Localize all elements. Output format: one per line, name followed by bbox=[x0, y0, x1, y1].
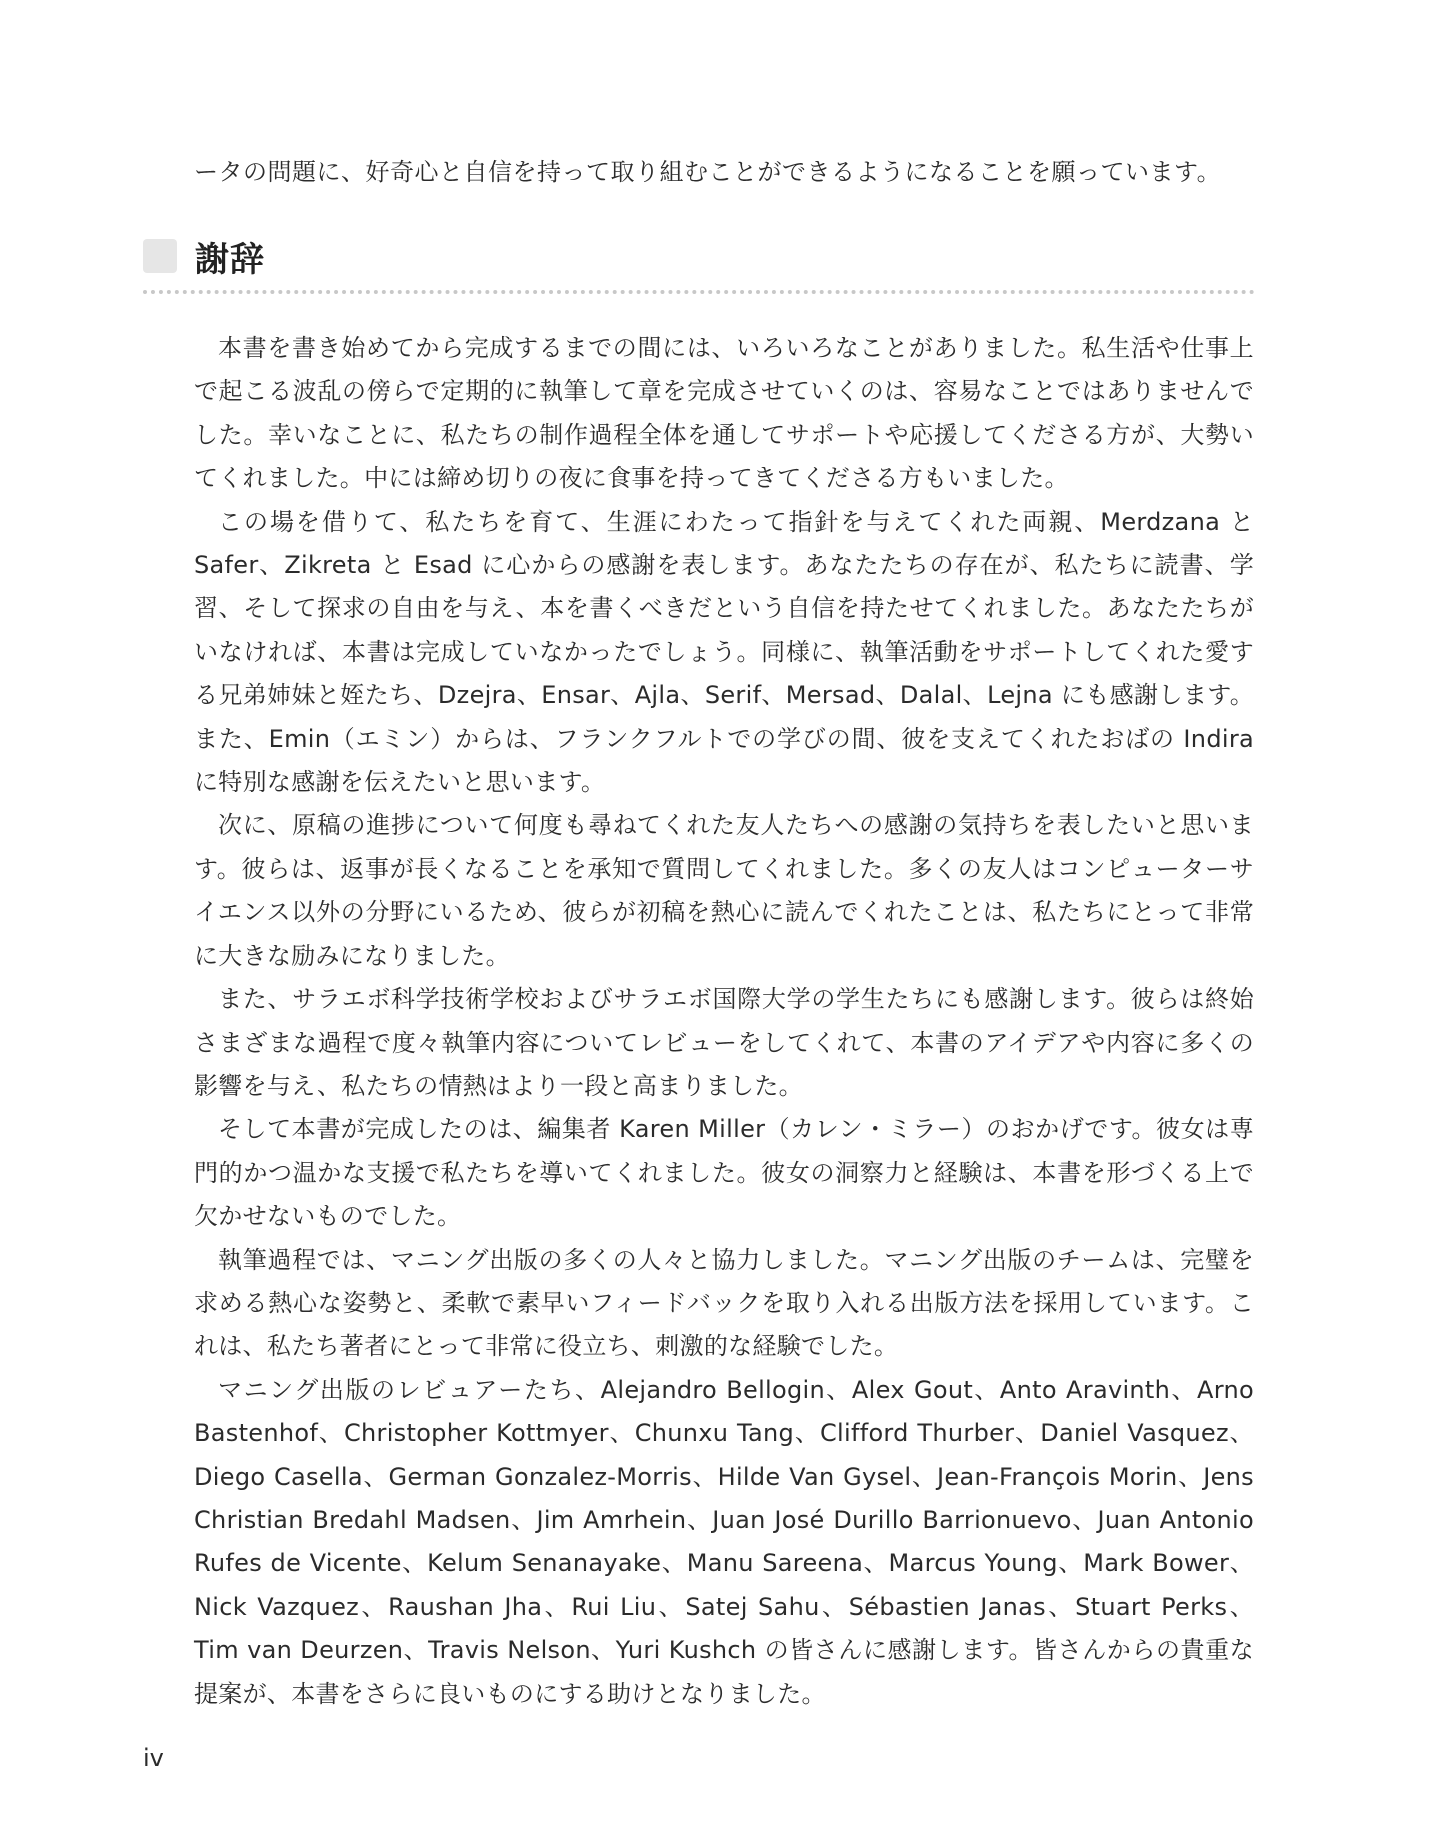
section-heading bbox=[143, 232, 265, 280]
paragraph: 執筆過程では、マニング出版の多くの人々と協力しました。マニング出版のチームは、完璧を求める熱心な姿勢と、柔軟で素早いフィードバックを取り入れる出版方法を採用しています。これは、私たち著者にとって非常に役立ち、刺激的な経験でした。 bbox=[194, 1245, 1254, 1361]
section-title: 謝辞 bbox=[195, 239, 265, 280]
paragraph: この場を借りて、私たちを育て、生涯にわたって指針を与えてくれた両親、Merdzana と Safer、Zikreta と Esad に心からの感謝を表します。あなたたちの存在が、私たちに読書、学習、そして探求の自由を与え、本を書くべきだという自信を持たせてくれました。あなたたちがいなければ、本書は完成していなかったでしょう。同様に、執筆活動をサポートしてくれた愛する兄弟姉妹と姪たち、Dzejra、Ensar、Ajla、Serif、Mersad、Dalal、Lejna にも感謝します。また、Emin（エミン）からは、フランクフルトでの学びの間、彼を支えてくれたおばの Indira に特別な感謝を伝えたいと思います。 bbox=[194, 507, 1254, 797]
paragraph: また、サラエボ科学技術学校およびサラエボ国際大学の学生たちにも感謝します。彼らは終始さまざまな過程で度々執筆内容についてレビューをしてくれて、本書のアイデアや内容に多くの影響を与え、私たちの情熱はより一段と高まりました。 bbox=[194, 985, 1254, 1100]
page-number: iv bbox=[143, 1744, 164, 1772]
heading-square-marker bbox=[143, 239, 177, 273]
dotted-divider bbox=[143, 290, 1255, 294]
paragraph: マニング出版のレビュアーたち、Alejandro Bellogin、Alex Gout、Anto Aravinth、Arno Bastenhof、Christopher Kottmyer、Chunxu Tang、Clifford Thurber、Daniel Vasquez、Diego Casella、German Gonzalez-Morris、Hilde Van Gysel、Jean-François Morin、Jens Christian Bredahl Madsen、Jim Amrhein、Juan José Durillo Barrionuevo、Juan Antonio Rufes de Vicente、Kelum Senanayake、Manu Sareena、Marcus Young、Mark Bower、Nick Vazquez、Raushan Jha、Rui Liu、Satej Sahu、Sébastien Janas、Stuart Perks、Tim van Deurzen、Travis Nelson、Yuri Kushch の皆さんに感謝します。皆さんからの貴重な提案が、本書をさらに良いものにする助けとなりました。 bbox=[194, 1375, 1254, 1708]
paragraph: 次に、原稿の進捗について何度も尋ねてくれた友人たちへの感謝の気持ちを表したいと思います。彼らは、返事が長くなることを承知で質問してくれました。多くの友人はコンピューターサイエンス以外の分野にいるため、彼らが初稿を熱心に読んでくれたことは、私たちにとって非常に大きな励みになりました。 bbox=[194, 811, 1254, 970]
paragraph: そして本書が完成したのは、編集者 Karen Miller（カレン・ミラー）のおかげです。彼女は専門的かつ温かな支援で私たちを導いてくれました。彼女の洞察力と経験は、本書を形づくる上で欠かせないものでした。 bbox=[194, 1115, 1254, 1231]
paragraph: 本書を書き始めてから完成するまでの間には、いろいろなことがありました。私生活や仕事上で起こる波乱の傍らで定期的に執筆して章を完成させていくのは、容易なことではありませんでした。幸いなことに、私たちの制作過程全体を通してサポートや応援してくださる方が、大勢いてくれました。中には締め切りの夜に食事を持ってきてくださる方もいました。 bbox=[194, 334, 1254, 493]
acknowledgements-body bbox=[194, 327, 1254, 1716]
continued-text-line: ータの問題に、好奇心と自信を持って取り組むことができるようになることを願っています。 bbox=[194, 158, 1222, 186]
